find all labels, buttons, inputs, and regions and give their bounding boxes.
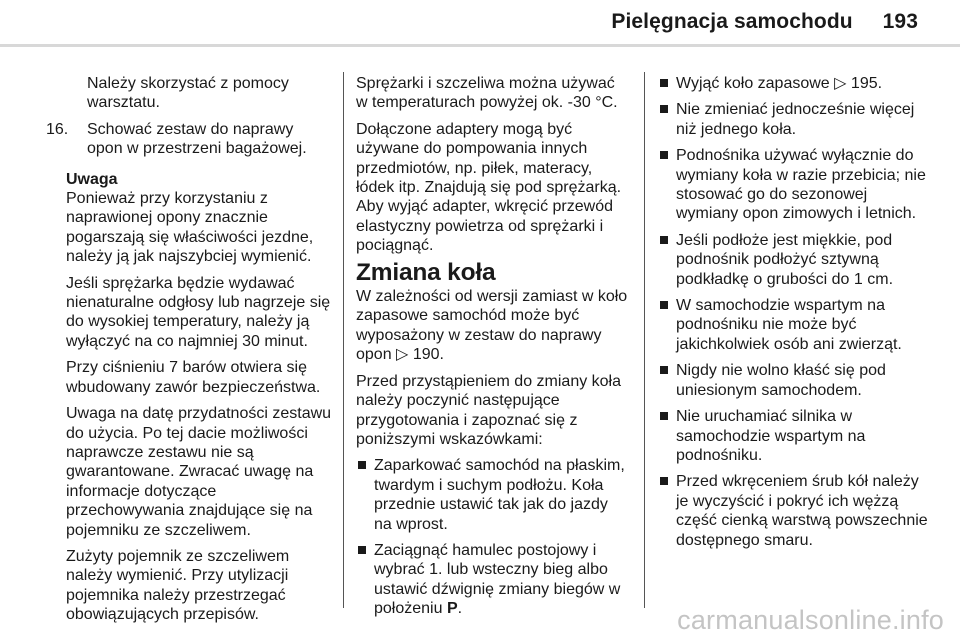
list-item-text: Wyjąć koło zapasowe (676, 75, 830, 92)
step-number: 16. (46, 120, 69, 138)
page-ref: 190. (412, 346, 444, 364)
section-title: Zmiana koła (356, 258, 496, 286)
page-ref: 195. (850, 75, 883, 92)
list-item: Nie uruchamiać silnika w samochodzie wspartym na podnośniku. (660, 407, 930, 465)
list-item: Nigdy nie wolno kłaść się pod uniesionym samochodem. (660, 361, 930, 400)
paragraph: Przy ciśnieniu 7 barów otwiera się wbudowany zawór bezpieczeństwa. (66, 359, 321, 396)
paragraph: Uwaga na datę przydatności zestawu do użycia. Po tej dacie możliwości naprawcze zestawu nie są gwarantowane. Zwracać uwagę na informacje dotyczące przechowywania znajdujące się na pojemniku ze szczeliwem. (66, 405, 332, 539)
page-ref-arrow-icon: ▷ (396, 346, 409, 364)
section-intro-text: W zależności od wersji zamiast w koło zapasowe samochód może być wyposażony w zestaw do naprawy opon (356, 288, 628, 364)
gear-position: P (446, 600, 458, 618)
note (66, 170, 332, 267)
page-number: 193 (882, 10, 918, 33)
paragraph: Sprężarki i szczeliwa można używać w temperaturach powyżej ok. -30 °C. (356, 75, 618, 112)
note-text: Ponieważ przy korzystaniu z naprawionej opony znacznie pogarszają się właściwości jezdne, należy ją jak najszybciej wymienić. (66, 190, 314, 266)
list-item: Zaparkować samochód na płaskim, twardym i suchym podłożu. Koła przednie ustawić tak jak do jazdy na wprost. (358, 456, 630, 534)
list-item: Jeśli podłoże jest miękkie, pod podnośnik podłożyć sztywną podkładkę o grubości do 1 cm. (660, 231, 930, 289)
column-middle (356, 74, 630, 626)
column-divider (644, 72, 645, 608)
section-intro (356, 287, 630, 365)
page-title: Pielęgnacja samochodu (611, 10, 853, 33)
header-rule (0, 44, 960, 47)
column-divider (343, 72, 344, 608)
paragraph: Jeśli sprężarka będzie wydawać nienaturalne odgłosy lub nagrzeje się do wysokiej temperatury, należy ją wyłączyć na co najmniej 30 minut. (66, 274, 331, 350)
list-item: Zaciągnąć hamulec postojowy i wybrać 1. lub wsteczny bieg albo ustawić dźwignię zmiany biegów w położeniu P. (358, 541, 630, 619)
page-header (611, 10, 918, 34)
column-right (660, 74, 930, 557)
step-text: Schować zestaw do naprawy opon w przestrzeni bagażowej. (87, 120, 307, 158)
list-item: Przed wkręceniem śrub kół należy je wyczyścić i pokryć ich wężzą część cienką warstwą powszechnie dostępnego smaru. (660, 472, 930, 550)
list-item: Podnośnika używać wyłącznie do wymiany koła w razie przebicia; nie stosować go do sezonowej wymiany opon zimowych i letnich. (660, 146, 930, 224)
note-block (51, 170, 332, 625)
list-item (660, 74, 930, 93)
watermark: carmanualsonline.info (677, 605, 944, 635)
column-left (46, 74, 332, 632)
step-16 (46, 120, 332, 159)
intro-text: Należy skorzystać z pomocy warsztatu. (87, 75, 289, 112)
paragraph: Dołączone adaptery mogą być używane do pompowania innych przedmiotów, np. piłek, materacy, łódek itp. Znajdują się pod sprężarką. Aby wyjąć adapter, wkręcić przewód elastyczny powietrza od sprężarki i pociągnąć. (356, 120, 622, 255)
paragraph: Zużyty pojemnik ze szczeliwem należy wymienić. Przy utylizacji pojemnika należy przestrzegać obowiązujących przepisów. (66, 547, 290, 624)
list-item: W samochodzie wspartym na podnośniku nie może być jakichkolwiek osób ani zwierząt. (660, 296, 930, 354)
note-label: Uwaga (66, 170, 118, 188)
section-lead: Przed przystąpieniem do zmiany koła należy poczynić następujące przygotowania i zapoznać się z poniższymi wskazówkami: (356, 372, 622, 448)
list-item-text: Zaciągnąć hamulec postojowy i wybrać 1. lub wsteczny bieg albo ustawić dźwignię zmiany biegów w położeniu (374, 541, 621, 618)
page-ref-arrow-icon: ▷ (834, 75, 847, 92)
list-item: Nie zmieniać jednocześnie więcej niż jednego koła. (660, 100, 930, 139)
